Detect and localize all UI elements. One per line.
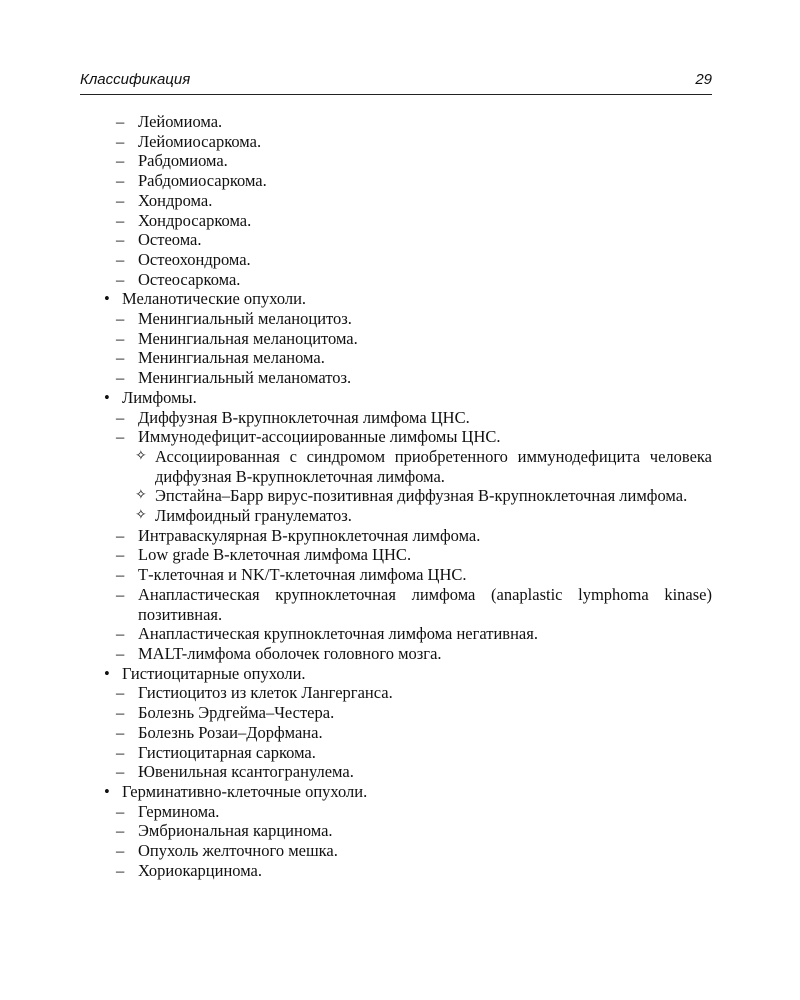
list-item-dash xyxy=(80,624,712,644)
dash-marker: – xyxy=(116,407,125,427)
list-item-dash xyxy=(80,703,712,723)
item-text: Менингиальная меланоцитома. xyxy=(138,328,358,348)
list-item-dash xyxy=(80,191,712,211)
dash-marker: – xyxy=(116,762,125,782)
dash-marker: – xyxy=(116,703,125,723)
item-text: Лимфоидный гранулематоз. xyxy=(155,506,352,526)
item-text: Опухоль желточного мешка. xyxy=(138,841,338,861)
list-item-dash xyxy=(80,743,712,763)
dash-marker: – xyxy=(116,171,125,191)
list-item-dash xyxy=(80,171,712,191)
list-item-dash xyxy=(80,585,712,624)
item-text: Менингиальный меланоцитоз. xyxy=(138,309,352,329)
list-item-dash xyxy=(80,132,712,152)
dash-marker: – xyxy=(116,860,125,880)
list-item-dash xyxy=(80,526,712,546)
item-text: Анапластическая крупноклеточная лимфома (anaplastic lymphoma kinase) позитивная. xyxy=(138,584,712,624)
list-item-dash xyxy=(80,230,712,250)
diamond-marker: ✧ xyxy=(135,488,147,504)
item-text: Гистиоцитоз из клеток Лангерганса. xyxy=(138,683,393,703)
dash-marker: – xyxy=(116,151,125,171)
item-text: Болезнь Эрдгейма–Честера. xyxy=(138,703,335,723)
dash-marker: – xyxy=(116,643,125,663)
list-item-diamond xyxy=(80,506,712,526)
list-item-dash xyxy=(80,112,712,132)
item-text: Остеома. xyxy=(138,230,202,250)
dash-marker: – xyxy=(116,348,125,368)
item-text: Гистиоцитарная саркома. xyxy=(138,742,316,762)
list-item-dash xyxy=(80,723,712,743)
list-item-dash xyxy=(80,861,712,881)
list-item-dash xyxy=(80,408,712,428)
item-text: Иммунодефицит-ассоциированные лимфомы ЦНС. xyxy=(138,427,501,447)
list-item-bullet xyxy=(80,664,712,684)
list-item-dash xyxy=(80,545,712,565)
dash-marker: – xyxy=(116,269,125,289)
item-text: Лейомиома. xyxy=(138,112,223,131)
bullet-marker: • xyxy=(104,781,110,801)
list-item-dash xyxy=(80,841,712,861)
page-number: 29 xyxy=(695,71,712,88)
list-item-dash xyxy=(80,329,712,349)
dash-marker: – xyxy=(116,624,125,644)
bullet-marker: • xyxy=(104,289,110,309)
item-text: Болезнь Розаи–Дорфмана. xyxy=(138,722,323,742)
item-text: Эпстайна–Барр вирус-позитивная диффузная В-крупноклеточная лимфома. xyxy=(155,486,688,506)
item-text: Ассоциированная с синдромом приобретенного иммунодефицита человека диффузная В-крупноклеточная лимфома. xyxy=(155,446,712,486)
dash-marker: – xyxy=(116,545,125,565)
list-item-dash xyxy=(80,270,712,290)
dash-marker: – xyxy=(116,112,125,131)
item-text: Хондрома. xyxy=(138,190,213,210)
dash-marker: – xyxy=(116,230,125,250)
item-text: Остеохондрома. xyxy=(138,249,251,269)
item-text: Герминома. xyxy=(138,801,220,821)
section-text: Гистиоцитарные опухоли. xyxy=(122,663,306,683)
item-text: Эмбриональная карцинома. xyxy=(138,821,333,841)
list-item-dash xyxy=(80,427,712,447)
dash-marker: – xyxy=(116,427,125,447)
item-text: Рабдомиома. xyxy=(138,151,228,171)
item-text: Остеосаркома. xyxy=(138,269,241,289)
list-item-bullet xyxy=(80,782,712,802)
classification-list xyxy=(80,112,712,880)
list-item-bullet xyxy=(80,289,712,309)
list-item-bullet xyxy=(80,388,712,408)
dash-marker: – xyxy=(116,190,125,210)
list-item-diamond xyxy=(80,486,712,506)
item-text: Т-клеточная и NK/Т-клеточная лимфома ЦНС. xyxy=(138,565,467,585)
list-item-dash xyxy=(80,821,712,841)
list-item-diamond xyxy=(80,447,712,486)
list-item-dash xyxy=(80,762,712,782)
dash-marker: – xyxy=(116,742,125,762)
item-text: Рабдомиосаркома. xyxy=(138,171,267,191)
list-item-dash xyxy=(80,683,712,703)
item-text: Low grade В-клеточная лимфома ЦНС. xyxy=(138,545,412,565)
running-header xyxy=(80,66,712,95)
item-text: Лейомиосаркома. xyxy=(138,131,262,151)
list-item-dash xyxy=(80,644,712,664)
dash-marker: – xyxy=(116,131,125,151)
item-text: Интраваскулярная В-крупноклеточная лимфома. xyxy=(138,525,481,545)
list-item-dash xyxy=(80,211,712,231)
dash-marker: – xyxy=(116,801,125,821)
dash-marker: – xyxy=(116,565,125,585)
list-item-dash xyxy=(80,309,712,329)
section-text: Меланотические опухоли. xyxy=(122,289,307,309)
bullet-marker: • xyxy=(104,387,110,407)
dash-marker: – xyxy=(116,249,125,269)
dash-marker: – xyxy=(116,368,125,388)
item-text: Анапластическая крупноклеточная лимфома негативная. xyxy=(138,624,538,644)
list-item-dash xyxy=(80,802,712,822)
diamond-marker: ✧ xyxy=(135,448,147,464)
item-text: Менингиальный меланоматоз. xyxy=(138,368,352,388)
list-item-dash xyxy=(80,348,712,368)
item-text: Диффузная В-крупноклеточная лимфома ЦНС. xyxy=(138,407,470,427)
section-text: Лимфомы. xyxy=(122,387,197,407)
section-text: Герминативно-клеточные опухоли. xyxy=(122,781,368,801)
dash-marker: – xyxy=(116,841,125,861)
bullet-marker: • xyxy=(104,663,110,683)
list-item-dash xyxy=(80,368,712,388)
diamond-marker: ✧ xyxy=(135,508,147,524)
item-text: Хориокарцинома. xyxy=(138,860,262,880)
item-text: Менингиальная меланома. xyxy=(138,348,325,368)
dash-marker: – xyxy=(116,821,125,841)
item-text: MALT-лимфома оболочек головного мозга. xyxy=(138,643,442,663)
dash-marker: – xyxy=(116,210,125,230)
dash-marker: – xyxy=(116,683,125,703)
dash-marker: – xyxy=(116,722,125,742)
dash-marker: – xyxy=(116,584,125,604)
item-text: Хондросаркома. xyxy=(138,210,252,230)
dash-marker: – xyxy=(116,328,125,348)
list-item-dash xyxy=(80,250,712,270)
list-item-dash xyxy=(80,151,712,171)
dash-marker: – xyxy=(116,525,125,545)
header-title: Классификация xyxy=(80,71,191,88)
item-text: Ювенильная ксантогранулема. xyxy=(138,762,354,782)
list-item-dash xyxy=(80,565,712,585)
dash-marker: – xyxy=(116,309,125,329)
